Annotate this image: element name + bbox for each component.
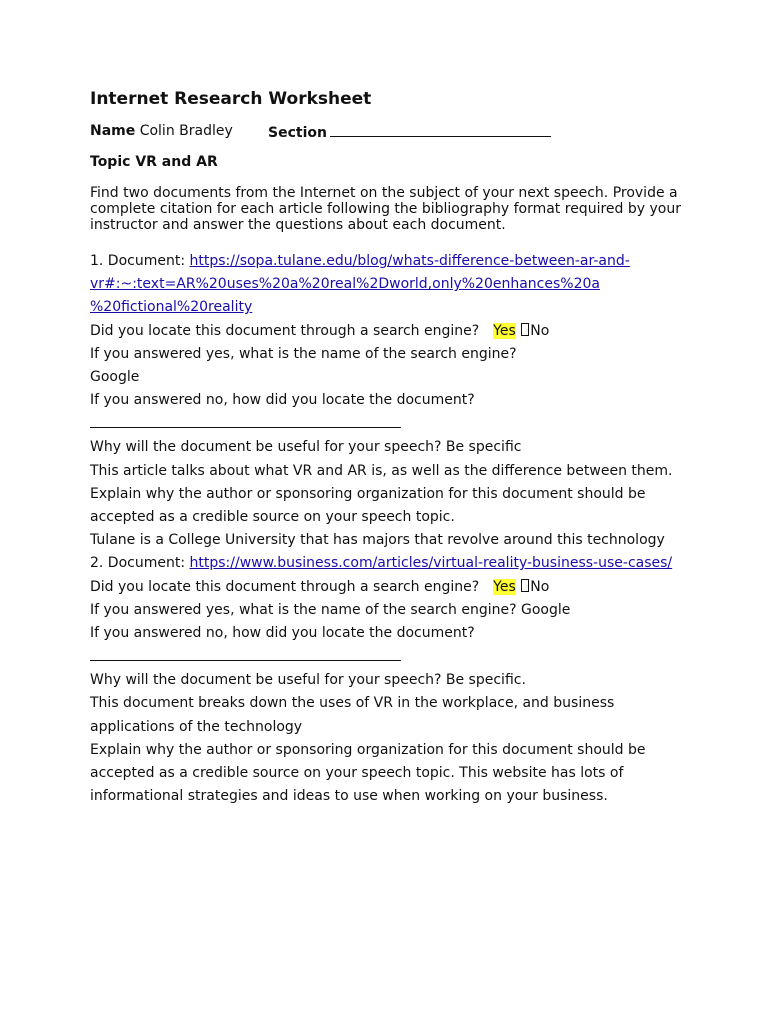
worksheet-body bbox=[90, 250, 690, 808]
name-section-line bbox=[90, 123, 327, 141]
doc1-document-line bbox=[90, 250, 690, 273]
doc2-credible-answer-cont: informational strategies and ideas to use when working on your business. bbox=[90, 788, 608, 805]
doc1-credible-question: Explain why the author or sponsoring organization for this document should be bbox=[90, 485, 646, 502]
doc2-link[interactable]: https://www.business.com/articles/virtual-reality-business-use-cases/ bbox=[189, 555, 673, 572]
doc2-useful-answer-cont: applications of the technology bbox=[90, 718, 303, 735]
doc2-yes-option[interactable]: Yes bbox=[493, 578, 516, 595]
name-value: Colin Bradley bbox=[139, 123, 233, 139]
doc1-credible-answer: Tulane is a College University that has majors that revolve around this technology bbox=[90, 532, 665, 549]
doc2-search-question bbox=[90, 576, 690, 599]
name-label: Name bbox=[90, 123, 136, 139]
doc2-engine-line bbox=[90, 599, 690, 622]
doc1-search-question-text: Did you locate this document through a search engine? bbox=[90, 322, 480, 339]
doc2-engine-answer: Google bbox=[521, 601, 571, 618]
section-blank[interactable] bbox=[330, 123, 551, 137]
page-title: Internet Research Worksheet bbox=[90, 89, 372, 109]
doc1-engine-question: If you answered yes, what is the name of the search engine? bbox=[90, 345, 517, 362]
topic-value: VR and AR bbox=[135, 154, 218, 170]
doc2-locate-question: If you answered no, how did you locate the document? bbox=[90, 625, 475, 642]
doc1-link-line3 bbox=[90, 296, 690, 319]
doc2-locate-blank[interactable] bbox=[90, 645, 401, 661]
section-label: Section bbox=[268, 125, 327, 141]
doc1-useful-answer: This article talks about what VR and AR is, as well as the difference between them. bbox=[90, 462, 673, 479]
doc1-link-end[interactable]: %20fictional%20reality bbox=[90, 299, 253, 316]
doc1-search-question bbox=[90, 320, 690, 343]
doc1-no-checkbox[interactable] bbox=[521, 323, 529, 336]
doc1-engine-answer: Google bbox=[90, 369, 140, 386]
doc1-useful-question: Why will the document be useful for your speech? Be specific bbox=[90, 439, 522, 456]
doc2-no-checkbox[interactable] bbox=[521, 579, 529, 592]
section-field bbox=[268, 123, 551, 141]
doc2-document-line bbox=[90, 552, 690, 575]
doc1-credible-question-cont: accepted as a credible source on your speech topic. bbox=[90, 509, 455, 526]
doc1-locate-blank[interactable] bbox=[90, 412, 401, 428]
doc1-locate-question: If you answered no, how did you locate the document? bbox=[90, 392, 475, 409]
doc2-credible-question-line2 bbox=[90, 762, 690, 785]
doc2-label: 2. Document: bbox=[90, 555, 186, 572]
doc2-search-question-text: Did you locate this document through a search engine? bbox=[90, 578, 480, 595]
doc2-useful-question: Why will the document be useful for your speech? Be specific. bbox=[90, 672, 526, 689]
doc1-no-option[interactable]: No bbox=[530, 322, 550, 339]
doc2-credible-question-cont: accepted as a credible source on your speech topic. bbox=[90, 765, 455, 782]
doc2-no-option[interactable]: No bbox=[530, 578, 550, 595]
instructions: Find two documents from the Internet on the subject of your next speech. Provide a complete citation for each article following the bibliography format required by your instructor and answer the questions about each document. bbox=[90, 185, 681, 233]
doc2-credible-answer: This website has lots of bbox=[459, 765, 624, 782]
doc2-useful-answer: This document breaks down the uses of VR in the workplace, and business bbox=[90, 695, 615, 712]
doc1-yes-option[interactable]: Yes bbox=[493, 322, 516, 339]
doc1-link-cont[interactable]: vr#:~:text=AR%20uses%20a%20real%2Dworld,only%20enhances%20a bbox=[90, 276, 600, 293]
topic-label: Topic bbox=[90, 154, 131, 170]
doc1-link[interactable]: https://sopa.tulane.edu/blog/whats-difference-between-ar-and- bbox=[189, 253, 630, 269]
doc1-label: 1. Document: bbox=[90, 253, 186, 269]
doc2-engine-question: If you answered yes, what is the name of the search engine? bbox=[90, 601, 517, 618]
doc1-link-line2 bbox=[90, 273, 690, 296]
doc2-credible-question: Explain why the author or sponsoring organization for this document should be bbox=[90, 741, 646, 758]
topic-line bbox=[90, 154, 218, 170]
